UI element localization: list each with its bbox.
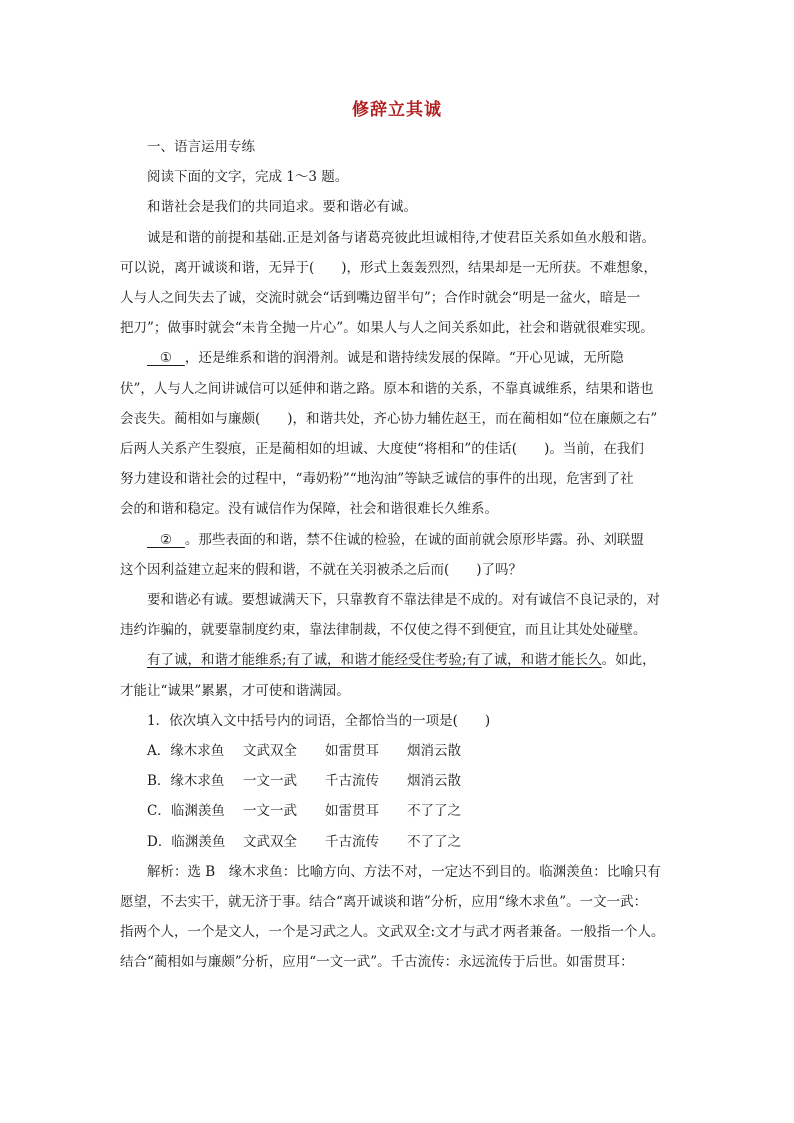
underlined-sentence: 有了诚，和谐才能维系;有了诚，和谐才能经受住考验;有了诚，和谐才能长久: [147, 652, 602, 669]
text-line: ① ，还是维系和谐的润滑剂。诚是和谐持续发展的保障。“开心见诚，无所隐: [120, 343, 680, 373]
text-line: 有了诚，和谐才能维系;有了诚，和谐才能经受住考验;有了诚，和谐才能长久。如此，: [147, 652, 656, 669]
fill-blank-2: ②: [159, 531, 172, 548]
paragraph-5: [120, 645, 680, 705]
text-line: 愿望，不去实干，就无济于事。结合“离开诚谈和谐”分析，应用“缘木求鱼”。一文一武：: [120, 894, 648, 911]
text-line: 会的和谐和稳定。没有诚信作为保障，社会和谐很难长久维系。: [120, 501, 498, 518]
paragraph-2: [120, 343, 680, 524]
text-line: 违约诈骗的，就要靠制度约束，靠法律制裁，不仅使之得不到便宜，而且让其处处碰壁。: [120, 622, 647, 639]
option-a: A．缘木求鱼 文武双全 如雷贯耳 烟消云散: [147, 743, 461, 760]
text-line: 把刀”；做事时就会“未肯全抛一片心”。如果人与人之间关系如此，社会和谐就很难实现。: [120, 320, 654, 337]
text-line: 才能让“诚果”累累，才可使和谐满园。: [120, 682, 350, 699]
option-d: D．临渊羡鱼 文武双全 千古流传 不了了之: [147, 833, 461, 850]
analysis: [120, 857, 680, 978]
text-line: 结合“蔺相如与廉颇”分析，应用“一文一武”。千古流传：永远流传于后世。如雷贯耳：: [120, 954, 634, 971]
intro-paragraph: 和谐社会是我们的共同追求。要和谐必有诚。: [147, 199, 417, 216]
text-line: 解析：选 B 缘木求鱼：比喻方向、方法不对，一定达不到目的。临渊羡鱼：比喻只有: [147, 863, 661, 880]
document-title: 修辞立其诚: [352, 100, 442, 120]
text-line: 诚是和谐的前提和基础.正是刘备与诸葛亮彼此坦诚相待,才使君臣关系如鱼水般和谐。: [147, 229, 656, 246]
option-c: C．临渊羡鱼 一文一武 如雷贯耳 不了了之: [147, 803, 461, 820]
text-line: 这个因利益建立起来的假和谐，不就在关羽被杀之后而( )了吗？: [120, 561, 523, 578]
text-line: 可以说，离开诚谈和谐，无异于( )，形式上轰轰烈烈，结果却是一无所获。不难想象，: [120, 259, 658, 276]
text-line: 会丧失。蔺相如与廉颇( )，和谐共处，齐心协力辅佐赵王，而在蔺相如“位在廉颇之右”: [120, 410, 658, 427]
question-1: 1．依次填入文中括号内的词语，全都恰当的一项是( ): [147, 712, 491, 729]
paragraph-1: [120, 223, 680, 344]
document-body: [120, 132, 680, 978]
section-heading: 一、语言运用专练: [147, 139, 255, 155]
instruction: 阅读下面的文字，完成 1～3 题。: [147, 169, 349, 186]
text-line: ② 。那些表面的和谐，禁不住诚的检验，在诚的面前就会原形毕露。孙、刘联盟: [120, 525, 680, 555]
paragraph-4: [120, 585, 680, 645]
text-line: 人与人之间失去了诚，交流时就会“话到嘴边留半句”；合作时就会“明是一盆火，暗是一: [120, 290, 641, 307]
text-line: 努力建设和谐社会的过程中，“毒奶粉”“地沟油”等缺乏诚信的事件的出现，危害到了社: [120, 471, 634, 488]
option-b: B．缘木求鱼 一文一武 千古流传 烟消云散: [147, 773, 461, 790]
text-line: 后两人关系产生裂痕，正是蔺相如的坦诚、大度使“将相和”的佳话( )。当前，在我们: [120, 441, 644, 458]
question-1-options: [120, 736, 680, 857]
text-line: 要和谐必有诚。要想诚满天下，只靠教育不靠法律是不成的。对有诚信不良记录的，对: [147, 592, 660, 609]
fill-blank-1: ①: [159, 350, 172, 367]
paragraph-3: [120, 525, 680, 585]
text-line: 伏”，人与人之间讲诚信可以延伸和谐之路。原本和谐的关系，不靠真诚维系，结果和谐也: [120, 380, 654, 397]
text-line: 指两个人，一个是文人，一个是习武之人。文武双全:文才与武才两者兼备。一般指一个人。: [120, 924, 665, 941]
